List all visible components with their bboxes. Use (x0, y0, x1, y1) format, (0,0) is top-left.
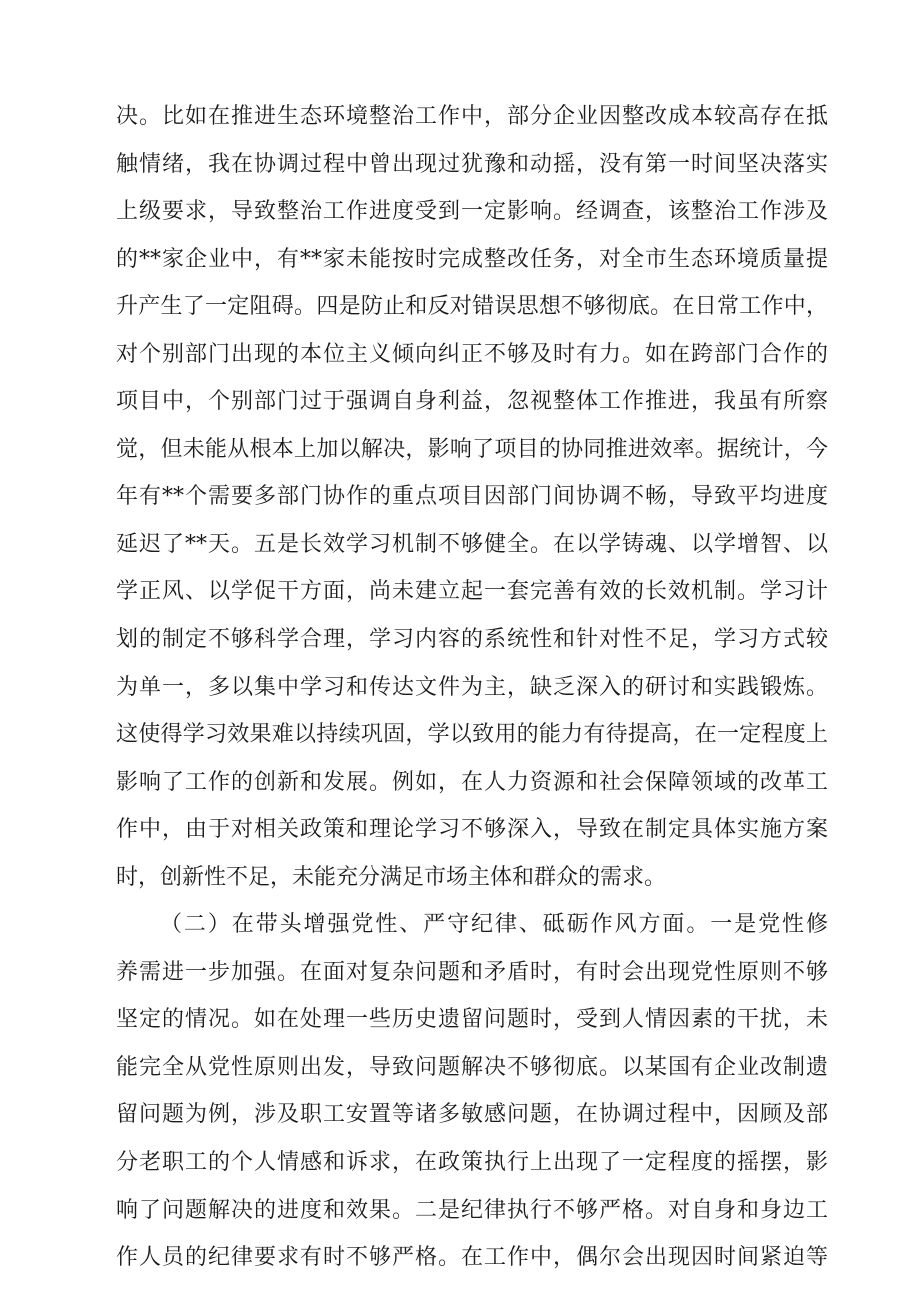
text-line: 年有**个需要多部门协作的重点项目因部门间协调不畅，导致平均进度 (116, 484, 828, 510)
text-line: 对个别部门出现的本位主义倾向纠正不够及时有力。如在跨部门合作的 (116, 341, 828, 367)
text-line: 划的制定不够科学合理，学习内容的系统性和针对性不足，学习方式较 (116, 627, 828, 653)
text-line: 触情绪，我在协调过程中曾出现过犹豫和动摇，没有第一时间坚决落实 (116, 151, 828, 177)
text-line: 影响了工作的创新和发展。例如，在人力资源和社会保障领域的改革工 (116, 769, 828, 795)
text-line: 响了问题解决的进度和效果。二是纪律执行不够严格。对自身和身边工 (116, 1197, 828, 1223)
text-line: 的**家企业中，有**家未能按时完成整改任务，对全市生态环境质量提 (116, 246, 828, 272)
text-line: 为单一，多以集中学习和传达文件为主，缺乏深入的研讨和实践锻炼。 (116, 674, 828, 700)
text-line: 能完全从党性原则出发，导致问题解决不够彻底。以某国有企业改制遗 (116, 1054, 828, 1080)
text-line: 学正风、以学促干方面，尚未建立起一套完善有效的长效机制。学习计 (116, 579, 828, 605)
text-line: 作人员的纪律要求有时不够严格。在工作中，偶尔会出现因时间紧迫等 (116, 1245, 828, 1271)
section-heading-line: （二）在带头增强党性、严守纪律、砥砺作风方面。一是党性修 (160, 912, 828, 938)
paragraph-2 (116, 908, 828, 1275)
text-line: 作中，由于对相关政策和理论学习不够深入，导致在制定具体实施方案 (116, 817, 828, 843)
text-line: 分老职工的个人情感和诉求，在政策执行上出现了一定程度的摇摆，影 (116, 1150, 828, 1176)
text-line: 坚定的情况。如在处理一些历史遗留问题时，受到人情因素的干扰，未 (116, 1007, 828, 1033)
text-line: 这使得学习效果难以持续巩固，学以致用的能力有待提高，在一定程度上 (116, 722, 828, 748)
document-body (116, 100, 828, 1289)
text-line: 留问题为例，涉及职工安置等诸多敏感问题，在协调过程中，因顾及部 (116, 1102, 828, 1128)
text-line: 延迟了**天。五是长效学习机制不够健全。在以学铸魂、以学增智、以 (116, 531, 828, 557)
paragraph-1 (116, 100, 828, 895)
text-line: 觉，但未能从根本上加以解决，影响了项目的协同推进效率。据统计，今 (116, 436, 828, 462)
text-line: 升产生了一定阻碍。四是防止和反对错误思想不够彻底。在日常工作中， (116, 294, 828, 320)
text-line: 时，创新性不足，未能充分满足市场主体和群众的需求。 (116, 864, 667, 890)
text-line: 上级要求，导致整治工作进度受到一定影响。经调查，该整治工作涉及 (116, 199, 828, 225)
text-line: 决。比如在推进生态环境整治工作中，部分企业因整改成本较高存在抵 (116, 104, 828, 129)
text-line: 养需进一步加强。在面对复杂问题和矛盾时，有时会出现党性原则不够 (116, 959, 828, 985)
text-line: 项目中，个别部门过于强调自身利益，忽视整体工作推进，我虽有所察 (116, 389, 828, 415)
